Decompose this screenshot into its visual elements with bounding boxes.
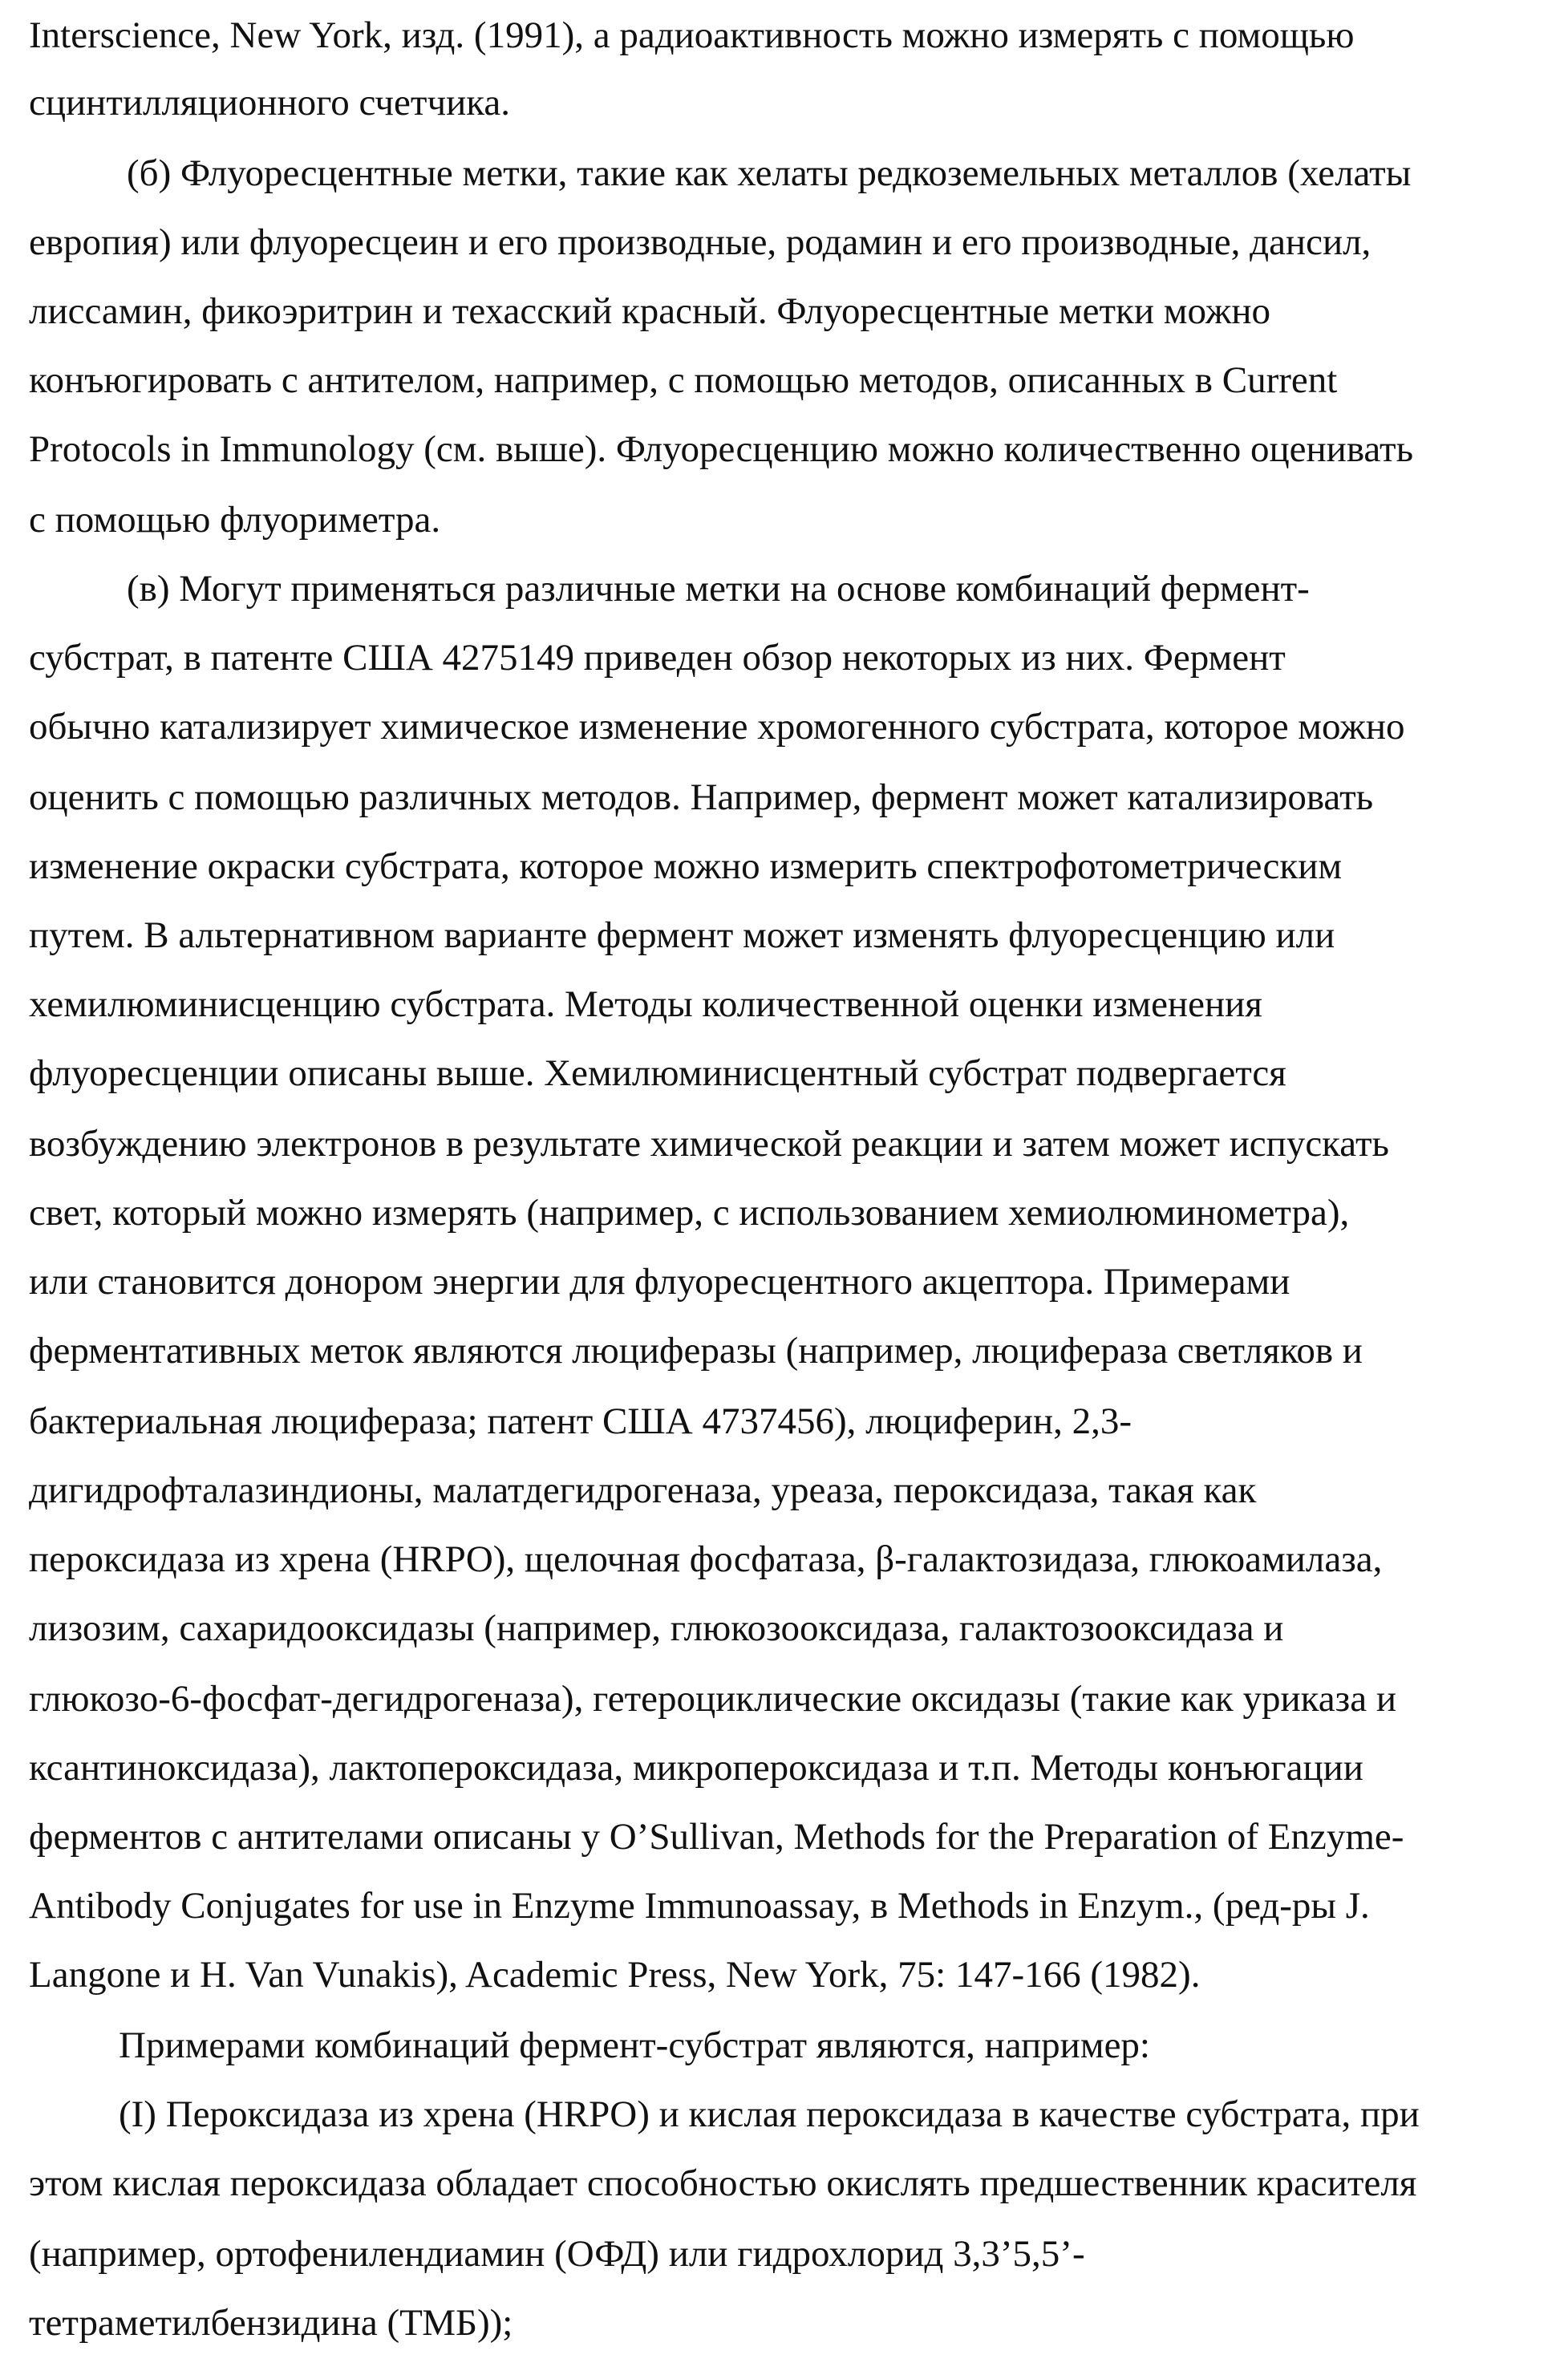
text-line: европия) или флуоресцеин и его производные, родамин и его производные, дансил, (29, 221, 1371, 263)
text-line: ферментов с антителами описаны у O’Sullivan, Methods for the Preparation of Enzyme- (29, 1816, 1404, 1858)
text-line: с помощью флуориметра. (29, 499, 441, 541)
text-line: хемилюминисценцию субстрата. Методы количественной оценки изменения (29, 983, 1262, 1025)
text-line: бактериальная люцифераза; патент США 4737456), люциферин, 2,3- (29, 1400, 1132, 1442)
text-line: дигидрофталазиндионы, малатдегидрогеназа, уреаза, пероксидаза, такая как (29, 1469, 1257, 1511)
text-line: лизозим, сахаридооксидазы (например, глюкозооксидаза, галактозооксидаза и (29, 1607, 1284, 1649)
text-line: путем. В альтернативном варианте фермент может изменять флуоресценцию или (29, 914, 1335, 956)
paragraph-start-line: (в) Могут применяться различные метки на основе комбинаций фермент- (127, 568, 1310, 610)
text-line: Protocols in Immunology (см. выше). Флуоресценцию можно количественно оценивать (29, 428, 1414, 470)
text-line: этом кислая пероксидаза обладает способностью окислять предшественник красителя (29, 2162, 1417, 2204)
text-line: (например, ортофенилендиамин (ОФД) или гидрохлорид 3,3’5,5’- (29, 2233, 1085, 2275)
paragraph-start-line: (б) Флуоресцентные метки, такие как хелаты редкоземельных металлов (хелаты (127, 152, 1412, 194)
text-line: ксантиноксидаза), лактопероксидаза, микропероксидаза и т.п. Методы конъюгации (29, 1747, 1363, 1789)
text-line: оценить с помощью различных методов. Например, фермент может катализировать (29, 776, 1374, 818)
text-line: ферментативных меток являются люциферазы (например, люцифераза светляков и (29, 1330, 1363, 1372)
text-line: или становится донором энергии для флуоресцентного акцептора. Примерами (29, 1261, 1290, 1303)
text-line: флуоресценции описаны выше. Хемилюминисцентный субстрат подвергается (29, 1052, 1286, 1094)
paragraph-start-line: Примерами комбинаций фермент-субстрат являются, например: (119, 2024, 1150, 2066)
text-line: субстрат, в патенте США 4275149 приведен обзор некоторых из них. Фермент (29, 637, 1286, 679)
text-line: Antibody Conjugates for use in Enzyme Immunoassay, в Methods in Enzym., (ред-ры J. (29, 1885, 1370, 1927)
text-line: пероксидаза из хрена (HRPO), щелочная фосфатаза, β-галактозидаза, глюкоамилаза, (29, 1538, 1383, 1580)
text-line: возбуждению электронов в результате химической реакции и затем может испускать (29, 1123, 1389, 1165)
text-line: лиссамин, фикоэритрин и техасский красный. Флуоресцентные метки можно (29, 290, 1270, 332)
paragraph-start-line: (I) Пероксидаза из хрена (HRPO) и кислая пероксидаза в качестве субстрата, при (119, 2093, 1420, 2135)
text-line: изменение окраски субстрата, которое можно измерить спектрофотометрическим (29, 845, 1343, 887)
text-line: конъюгировать с антителом, например, с помощью методов, описанных в Current (29, 359, 1338, 401)
text-line: Langone и H. Van Vunakis), Academic Press, New York, 75: 147-166 (1982). (29, 1954, 1201, 1996)
text-line: тетраметилбензидина (ТМБ)); (29, 2302, 513, 2344)
text-line: обычно катализирует химическое изменение хромогенного субстрата, которое можно (29, 706, 1405, 748)
text-line: свет, который можно измерять (например, с использованием хемиолюминометра), (29, 1192, 1350, 1234)
text-line: глюкозо-6-фосфат-дегидрогеназа), гетероциклические оксидазы (такие как уриказа и (29, 1678, 1396, 1720)
text-line: Interscience, New York, изд. (1991), а радиоактивность можно измерять с помощью (29, 14, 1355, 56)
text-line: сцинтилляционного счетчика. (29, 82, 510, 124)
